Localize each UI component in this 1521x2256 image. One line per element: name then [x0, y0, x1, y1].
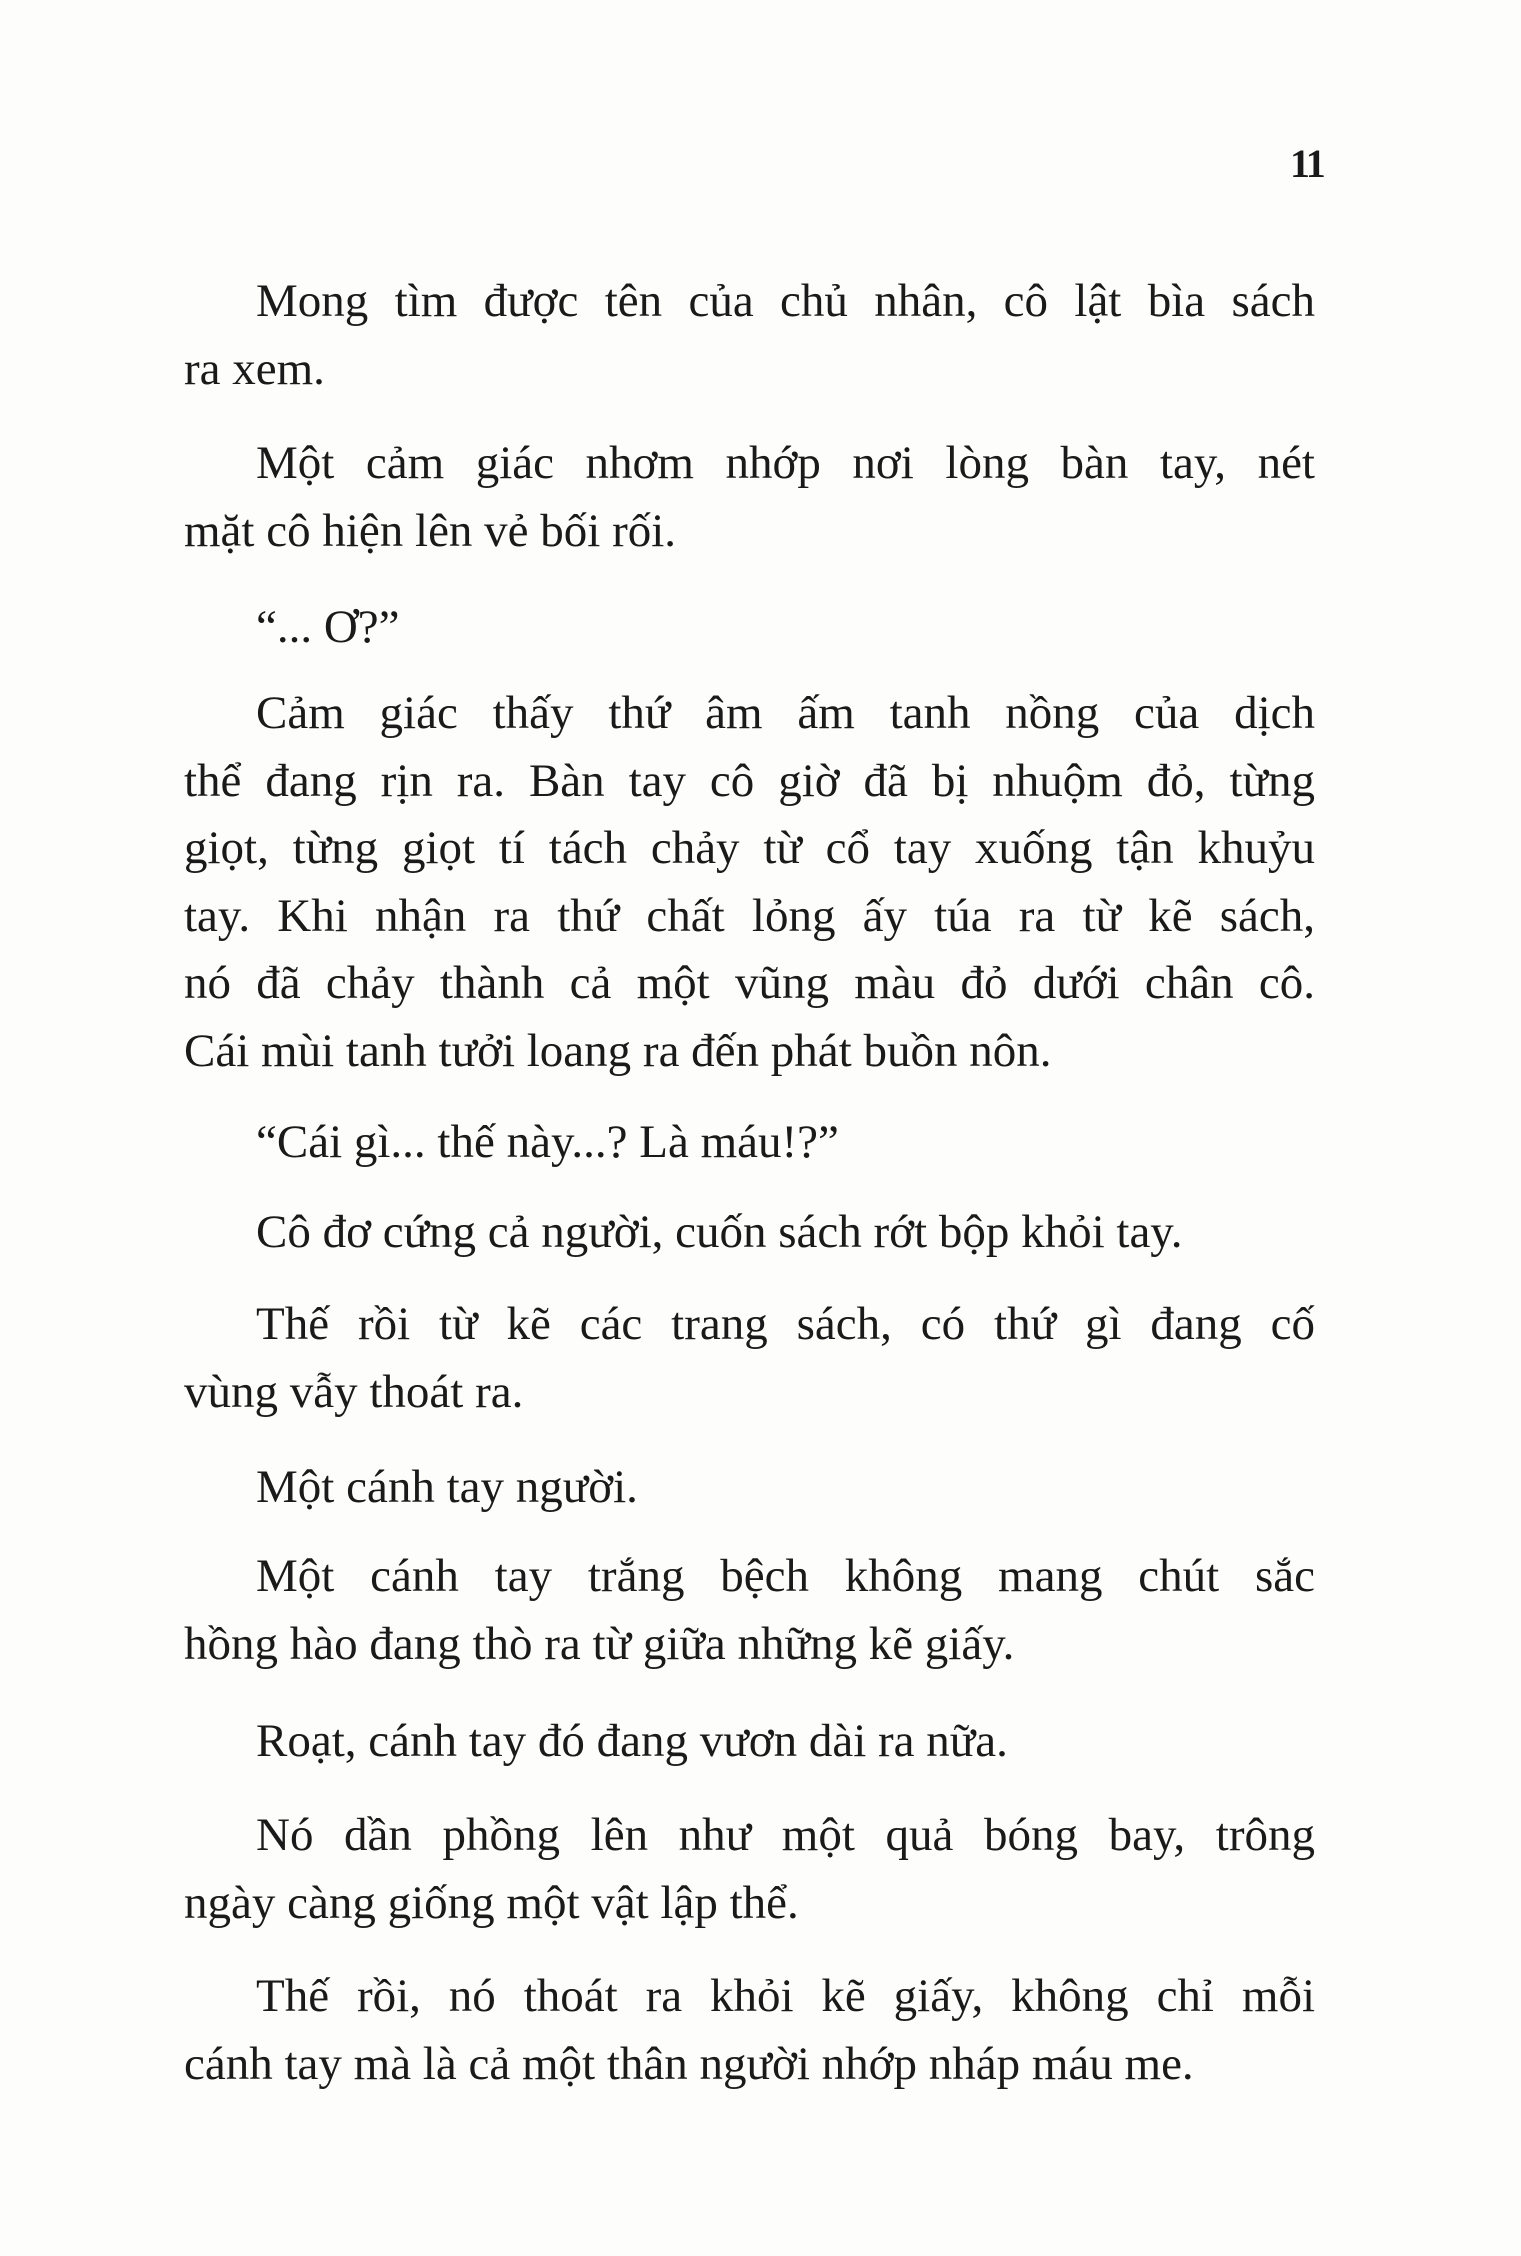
text-line: Một cánh tay trắng bệch không mang chút sắc	[256, 1550, 1315, 1602]
paragraph	[184, 430, 1315, 565]
paragraph	[184, 1708, 1315, 1776]
paragraph	[184, 1291, 1315, 1426]
text-line: thể đang rịn ra. Bàn tay cô giờ đã bị nhuộm đỏ, từng	[184, 754, 1315, 807]
paragraph	[184, 268, 1315, 403]
text-line: “Cái gì... thế này...? Là máu!?”	[256, 1116, 839, 1168]
text-line: tay. Khi nhận ra thứ chất lỏng ấy túa ra từ kẽ sách,	[184, 889, 1315, 942]
paragraph	[184, 1802, 1315, 1937]
text-line: “... Ơ?”	[256, 601, 400, 653]
text-line: cánh tay mà là cả một thân người nhớp nháp máu me.	[184, 2037, 1194, 2090]
text-line: Cảm giác thấy thứ âm ấm tanh nồng của dịch	[256, 687, 1315, 739]
text-line: Roạt, cánh tay đó đang vươn dài ra nữa.	[256, 1715, 1008, 1767]
paragraph	[184, 1109, 1315, 1177]
paragraph	[184, 1199, 1315, 1267]
text-line: Một cảm giác nhơm nhớp nơi lòng bàn tay, nét	[256, 437, 1315, 489]
text-line: vùng vẫy thoát ra.	[184, 1365, 524, 1418]
paragraph	[184, 1963, 1315, 2098]
text-line: Mong tìm được tên của chủ nhân, cô lật bìa sách	[256, 275, 1315, 327]
paragraph	[184, 1454, 1315, 1522]
text-line: Một cánh tay người.	[256, 1461, 638, 1513]
paragraph	[184, 1543, 1315, 1678]
text-line: Cái mùi tanh tưởi loang ra đến phát buồn nôn.	[184, 1024, 1052, 1077]
text-line: Cô đơ cứng cả người, cuốn sách rớt bộp khỏi tay.	[256, 1206, 1183, 1258]
paragraph	[184, 594, 1315, 662]
text-line: ngày càng giống một vật lập thể.	[184, 1876, 799, 1929]
text-line: mặt cô hiện lên vẻ bối rối.	[184, 504, 677, 557]
text-line: ra xem.	[184, 342, 325, 395]
page-number: 11	[1290, 141, 1324, 186]
text-line: hồng hào đang thò ra từ giữa những kẽ giấy.	[184, 1617, 1015, 1670]
text-line: Thế rồi từ kẽ các trang sách, có thứ gì đang cố	[256, 1298, 1315, 1350]
text-line: Nó dần phồng lên như một quả bóng bay, trông	[256, 1809, 1315, 1861]
text-line: Thế rồi, nó thoát ra khỏi kẽ giấy, không chỉ mỗi	[256, 1970, 1315, 2022]
text-line: nó đã chảy thành cả một vũng màu đỏ dưới chân cô.	[184, 957, 1315, 1009]
paragraph	[184, 680, 1315, 1085]
text-line: giọt, từng giọt tí tách chảy từ cổ tay xuống tận khuỷu	[184, 822, 1315, 874]
